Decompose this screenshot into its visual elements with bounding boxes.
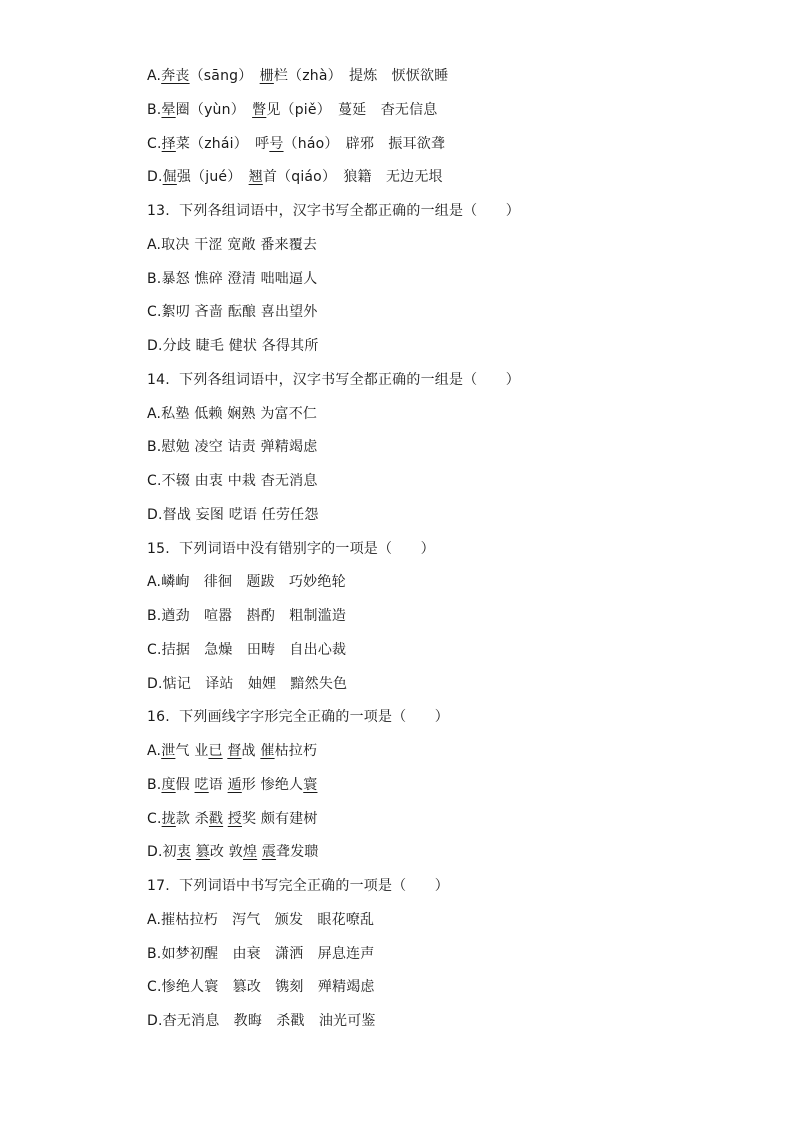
underlined-char: 号 bbox=[269, 136, 284, 152]
line-text: （sāng） bbox=[189, 68, 260, 84]
question-stem bbox=[147, 199, 520, 223]
underlined-char: 已 bbox=[208, 743, 223, 759]
line-text: B.遒劲 喧嚣 斟酌 粗制滥造 bbox=[147, 608, 347, 624]
answer-option bbox=[147, 267, 317, 291]
line-text: B. bbox=[147, 777, 162, 793]
answer-option bbox=[147, 132, 445, 156]
line-text: B.如梦初醒 由衰 潇洒 屏息连声 bbox=[147, 946, 375, 962]
underlined-char: 瞥 bbox=[252, 102, 267, 118]
underlined-char: 授 bbox=[227, 811, 242, 827]
answer-option bbox=[147, 570, 346, 594]
line-text: D.初 bbox=[147, 844, 177, 860]
line-text: C.絮叨 吝啬 酝酿 喜出望外 bbox=[147, 304, 318, 320]
answer-option bbox=[147, 739, 317, 763]
underlined-char: 震 bbox=[261, 844, 277, 860]
line-text: D.惦记 译站 妯娌 黯然失色 bbox=[147, 676, 348, 692]
answer-option bbox=[147, 233, 317, 257]
answer-option bbox=[147, 300, 318, 324]
line-text: 强（jué） bbox=[176, 169, 249, 185]
answer-option bbox=[147, 469, 318, 493]
line-text: 战 bbox=[241, 743, 261, 759]
underlined-char: 晕 bbox=[161, 102, 176, 118]
line-text: D. bbox=[147, 169, 163, 185]
underlined-char: 篡 bbox=[195, 844, 210, 860]
underlined-char: 呓 bbox=[194, 777, 209, 793]
underlined-char: 戳 bbox=[208, 811, 224, 827]
line-text: 16. 下列画线字字形完全正确的一项是（ ） bbox=[147, 709, 449, 725]
answer-option bbox=[147, 773, 317, 797]
question-stem bbox=[147, 368, 520, 392]
answer-option bbox=[147, 98, 438, 122]
line-text: 菜（zhái） 呼 bbox=[175, 136, 270, 152]
line-text: D.分歧 睫毛 健状 各得其所 bbox=[147, 338, 319, 354]
answer-option bbox=[147, 604, 346, 628]
underlined-char: 督 bbox=[227, 743, 242, 759]
line-text: A. bbox=[147, 743, 162, 759]
question-stem bbox=[147, 537, 435, 561]
answer-option bbox=[147, 402, 317, 426]
line-text: C. bbox=[147, 136, 162, 152]
answer-option bbox=[147, 165, 443, 189]
answer-option bbox=[147, 334, 319, 358]
line-text: C. bbox=[147, 811, 162, 827]
underlined-char: 倔 bbox=[162, 169, 177, 185]
underlined-char: 催 bbox=[260, 743, 275, 759]
answer-option bbox=[147, 807, 318, 831]
line-text: A.嶙峋 徘徊 题跋 巧妙绝轮 bbox=[147, 574, 346, 590]
line-text: 形 惨绝人 bbox=[241, 777, 304, 793]
underlined-char: 翘 bbox=[248, 169, 263, 185]
line-text: 假 bbox=[175, 777, 195, 793]
line-text: 奖 颇有建树 bbox=[241, 811, 318, 827]
answer-option bbox=[147, 942, 374, 966]
answer-option bbox=[147, 435, 317, 459]
underlined-char: 奔丧 bbox=[161, 68, 190, 84]
line-text: B.暴怒 憔碎 澄清 咄咄逼人 bbox=[147, 271, 318, 287]
answer-option bbox=[147, 638, 346, 662]
line-text: C.拮据 急燥 田畴 自出心裁 bbox=[147, 642, 347, 658]
answer-option bbox=[147, 840, 319, 864]
answer-option bbox=[147, 908, 374, 932]
line-text: 17. 下列词语中书写完全正确的一项是（ ） bbox=[147, 878, 449, 894]
underlined-char: 遁 bbox=[227, 777, 242, 793]
answer-option bbox=[147, 672, 347, 696]
line-text: 15. 下列词语中没有错别字的一项是（ ） bbox=[147, 541, 435, 557]
underlined-char: 泄 bbox=[161, 743, 176, 759]
underlined-char: 拢 bbox=[161, 811, 176, 827]
underlined-char: 寰 bbox=[303, 777, 318, 793]
answer-option bbox=[147, 975, 375, 999]
question-stem bbox=[147, 874, 449, 898]
question-stem bbox=[147, 705, 449, 729]
underlined-char: 度 bbox=[161, 777, 176, 793]
answer-option bbox=[147, 64, 448, 88]
line-text: A.摧枯拉朽 泻气 颁发 眼花嘹乱 bbox=[147, 912, 375, 928]
line-text: A.取决 干涩 宽敞 番来覆去 bbox=[147, 237, 318, 253]
line-text: 聋发聩 bbox=[276, 844, 319, 860]
line-text: C.惨绝人寰 篡改 镌刻 殚精竭虑 bbox=[147, 979, 375, 995]
answer-option bbox=[147, 1009, 376, 1033]
line-text: 13. 下列各组词语中，汉字书写全都正确的一组是（ ） bbox=[147, 203, 520, 219]
underlined-char: 衷 bbox=[176, 844, 192, 860]
line-text: B. bbox=[147, 102, 162, 118]
line-text: 枯拉朽 bbox=[274, 743, 318, 759]
underlined-char: 栅 bbox=[259, 68, 274, 84]
line-text: 首（qiáo） 狼籍 无边无垠 bbox=[262, 169, 443, 185]
underlined-char: 择 bbox=[161, 136, 176, 152]
line-text: 14. 下列各组词语中，汉字书写全都正确的一组是（ ） bbox=[147, 372, 520, 388]
line-text: C.不辍 由衷 中栽 杳无消息 bbox=[147, 473, 318, 489]
line-text: （háo） 辟邪 振耳欲聋 bbox=[283, 136, 446, 152]
line-text: 圈（yùn） bbox=[175, 102, 253, 118]
line-text: 改 敦 bbox=[209, 844, 243, 860]
line-text: D.杳无消息 教晦 杀戳 油光可鉴 bbox=[147, 1013, 376, 1029]
line-text: 款 杀 bbox=[175, 811, 209, 827]
line-text: B.慰勉 凌空 诘责 弹精竭虑 bbox=[147, 439, 318, 455]
line-text: 见（piě） 蔓延 杳无信息 bbox=[266, 102, 438, 118]
line-text: 气 业 bbox=[175, 743, 209, 759]
line-text: 栏（zhà） 提炼 恹恹欲睡 bbox=[273, 68, 449, 84]
line-text: A. bbox=[147, 68, 162, 84]
line-text: D.督战 妄图 呓语 任劳任怨 bbox=[147, 507, 319, 523]
answer-option bbox=[147, 503, 319, 527]
line-text: 语 bbox=[208, 777, 228, 793]
underlined-char: 煌 bbox=[242, 844, 258, 860]
line-text: A.私塾 低赖 娴熟 为富不仁 bbox=[147, 406, 318, 422]
